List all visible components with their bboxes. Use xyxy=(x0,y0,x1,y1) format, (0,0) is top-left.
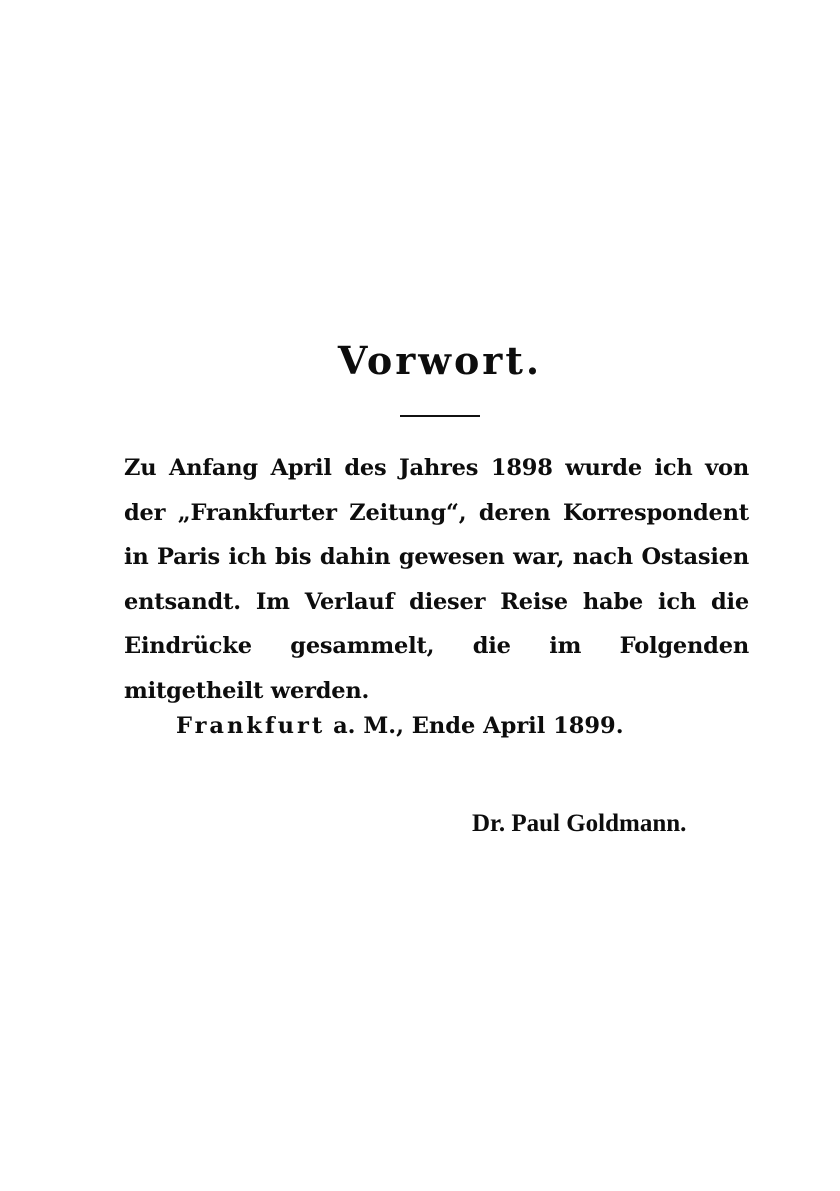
place-name: Frankfurt xyxy=(176,713,326,739)
date-text: a. M., Ende April 1899. xyxy=(325,713,624,739)
page-title: Vorwort. xyxy=(337,338,543,383)
preface-paragraph: Zu Anfang April des Jahres 1898 wurde ich von der „Frankfurter Zeitung“, deren Korrespondent in Paris ich bis dahin gewesen war, nach Ostasien entsandt. Im Verlauf dieser Reise habe ich die Eindrücke gesammelt, die im Folgenden mitgetheilt werden. xyxy=(124,455,749,704)
title-divider xyxy=(400,415,480,417)
place-date-line xyxy=(176,713,624,739)
author-signature: Dr. Paul Goldmann. xyxy=(472,810,687,837)
